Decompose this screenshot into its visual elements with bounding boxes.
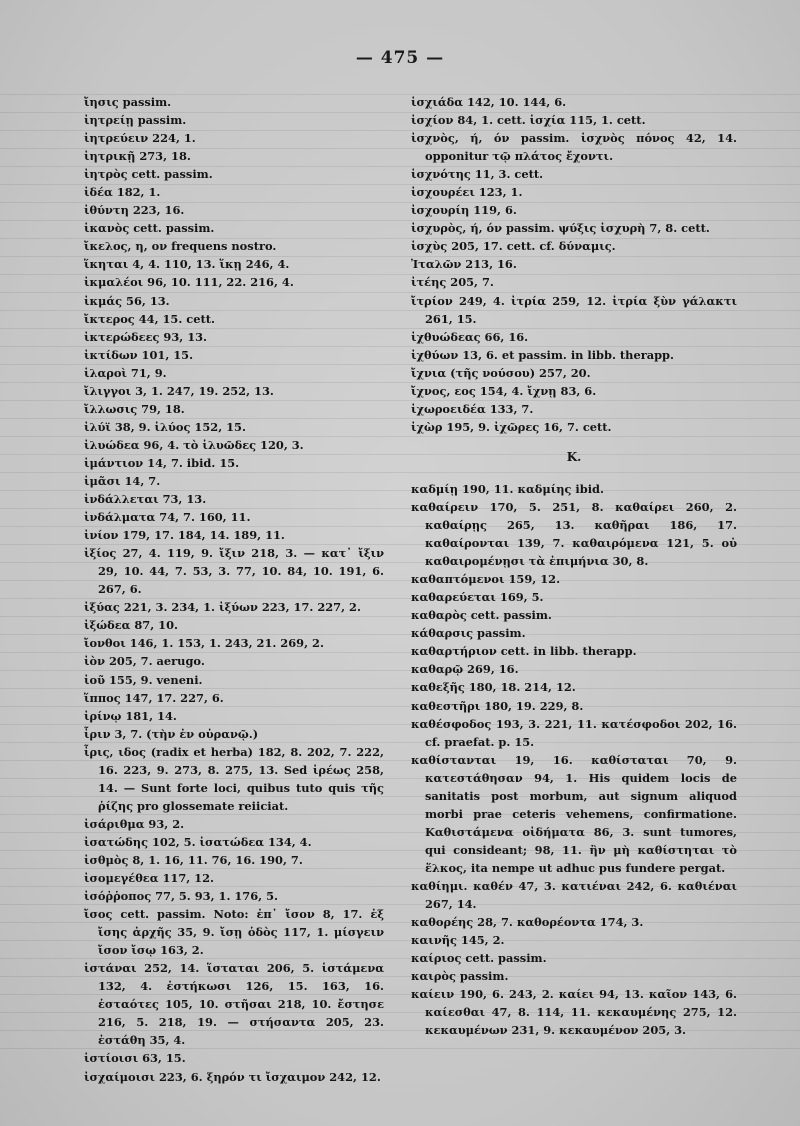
index-entry: ἰητρεύειν 224, 1. — [84, 131, 196, 146]
section-letter-k: K. — [566, 449, 582, 464]
index-entry: καινῆς 145, 2. — [411, 933, 505, 948]
index-entry: ἰχὼρ 195, 9. ἰχῶρες 16, 7. cett. — [411, 419, 612, 434]
index-entry: ἰξώδεα 87, 10. — [84, 618, 178, 633]
index-entry: ἰσχὺς 205, 17. cett. cf. δύναμις. — [411, 239, 616, 254]
index-entry: ἶριν 3, 7. (τὴν ἐν οὐρανῷ.) — [84, 726, 259, 741]
index-entry: καδμίῃ 190, 11. καδμίης ibid. — [411, 481, 604, 496]
index-entry: καθεστῆρι 180, 19. 229, 8. — [411, 698, 584, 713]
index-entries-k — [411, 480, 737, 1039]
index-entry: καθεξῆς 180, 18. 214, 12. — [411, 680, 576, 695]
index-entry: καθαπτόμενοι 159, 12. — [411, 572, 561, 587]
index-entry: ἰτέης 205, 7. — [411, 275, 494, 290]
index-entry: ἰσχνότης 11, 3. cett. — [411, 167, 544, 182]
index-entry: ἰρίνῳ 181, 14. — [84, 708, 177, 723]
index-column-right — [411, 93, 737, 1039]
index-entry: ἰσάριθμα 93, 2. — [84, 816, 185, 831]
index-entry: ἰκμαλέοι 96, 10. 111, 22. 216, 4. — [84, 275, 294, 290]
index-entry: ἱμάντιον 14, 7. ibid. 15. — [84, 455, 240, 470]
index-entry: Ἰταλῶν 213, 16. — [411, 257, 517, 272]
index-entry: ἰσομεγέθεα 117, 12. — [84, 871, 214, 886]
index-entry: καθαρὸς cett. passim. — [411, 608, 552, 623]
index-entry: ἴτρίον 249, 4. ἰτρία 259, 12. ἰτρία ξὺν γάλακτι 261, 15. — [411, 293, 737, 326]
index-entry: ἰσατώδης 102, 5. ἰσατώδεα 134, 4. — [84, 834, 312, 849]
index-entry: ἰλύϊ 38, 9. ἰλύος 152, 15. — [84, 419, 246, 434]
index-entry: κάθαρσις passim. — [411, 626, 526, 641]
index-entry: καθέσφοδος 193, 3. 221, 11. κατέσφοδοι 202, 16. cf. praefat. p. 15. — [411, 716, 737, 749]
index-entry: ἱστάναι 252, 14. ἵσταται 206, 5. ἱστάμενα 132, 4. ἑστήκωσι 126, 15. 163, 16. ἑσταότες 105, 10. στῆσαι 218, 10. ἔστησε 216, 5. 218, 19. — στήσαντα 205, 23. ἐστάθη 35, 4. — [84, 961, 384, 1048]
index-entry: ἰλυώδεα 96, 4. τὸ ἰλυῶδες 120, 3. — [84, 437, 304, 452]
index-entry: καθαρεύεται 169, 5. — [411, 590, 544, 605]
index-entry: ἰσόῤῥοπος 77, 5. 93, 1. 176, 5. — [84, 889, 278, 904]
index-entry: ἴσος cett. passim. Noto: ἐπ᾽ ἴσον 8, 17. ἐξ ἴσης ἀρχῆς 35, 9. ἴσῃ ὁδὸς 117, 1. μίσγειν ἴσον ἴσῳ 163, 2. — [84, 907, 384, 958]
page-number: — 475 — — [355, 48, 445, 68]
index-entry: καθίστανται 19, 16. καθίσταται 70, 9. κατεστάθησαν 94, 1. His quidem locis de sanitatis post morbum, aut signum aliquod morbi prae ceteris vehemens, confirmatione. Καθιστάμενα οἰδήματα 86, 3. sunt tumores, qui consideant; 98, 11. ἢν μὴ καθίστηται τὸ ἕλκος, ita nempe ut adhuc pus fundere pergat. — [411, 752, 737, 875]
index-entry: ἰκτερώδεες 93, 13. — [84, 329, 208, 344]
index-entry: ἰχθύων 13, 6. et passim. in libb. therapp. — [411, 347, 674, 362]
index-entry: καθαίρειν 170, 5. 251, 8. καθαίρει 260, 2. καθαίρῃς 265, 13. καθῆραι 186, 17. καθαίρονται 139, 7. καθαιρόμενα 121, 5. οὐ καθαιρομένῃσι τὰ ἐπιμήνια 30, 8. — [411, 499, 737, 569]
index-entry: ἱστίοισι 63, 15. — [84, 1051, 186, 1066]
index-entry: ἰσχουρέει 123, 1. — [411, 185, 523, 200]
index-entry: ἰνίον 179, 17. 184, 14. 189, 11. — [84, 528, 285, 543]
index-entry: ἰσχουρίη 119, 6. — [411, 203, 517, 218]
index-entry: καθορέης 28, 7. καθορέοντα 174, 3. — [411, 915, 644, 930]
index-entries-i — [411, 93, 737, 436]
index-entry: ἴονθοι 146, 1. 153, 1. 243, 21. 269, 2. — [84, 636, 324, 651]
index-entry: ἰξίος 27, 4. 119, 9. ἴξιν 218, 3. — κατ᾽ ἴξιν 29, 10. 44, 7. 53, 3. 77, 10. 84, 10. 191, 6. 267, 6. — [84, 546, 384, 597]
index-entry: ἶρις, ιδος (radix et herba) 182, 8. 202, 7. 222, 16. 223, 9. 273, 8. 275, 13. Sed ἱρέως 258, 14. — Sunt forte loci, quibus tuto quis τῆς ῥίζης pro glossemate reiiciat. — [84, 744, 384, 813]
index-entry: ἰθύντη 223, 16. — [84, 203, 185, 218]
index-entry: ἰκμάς 56, 13. — [84, 293, 170, 308]
index-entry: ἰχωροειδέα 133, 7. — [411, 401, 534, 416]
index-entry: ἱκανὸς cett. passim. — [84, 221, 215, 236]
index-column-left — [84, 93, 384, 1086]
index-entry: ἰχθυώδεας 66, 16. — [411, 329, 529, 344]
index-entry: καιρὸς passim. — [411, 969, 509, 984]
index-entry: ἰνδάλματα 74, 7. 160, 11. — [84, 510, 251, 525]
index-entry: ἰσθμὸς 8, 1. 16, 11. 76, 16. 190, 7. — [84, 852, 303, 867]
index-entry: ἱμᾶσι 14, 7. — [84, 473, 161, 488]
index-entry: ἰξύας 221, 3. 234, 1. ἰξύων 223, 17. 227, 2. — [84, 600, 361, 615]
index-entry: ἴκτερος 44, 15. cett. — [84, 311, 215, 326]
index-entry: καίειν 190, 6. 243, 2. καίει 94, 13. καῖον 143, 6. καίεσθαι 47, 8. 114, 11. κεκαυμένης 275, 12. κεκαυμένων 231, 9. κεκαυμένον 205, 3. — [411, 987, 737, 1038]
index-entry: ἰσχαίμοισι 223, 6. ξηρόν τι ἴσχαιμον 242, 12. — [84, 1069, 381, 1084]
index-entry: ἰοῦ 155, 9. veneni. — [84, 672, 203, 687]
index-entry: ἰκτίδων 101, 15. — [84, 347, 194, 362]
index-entry: ἰὸν 205, 7. aerugo. — [84, 654, 205, 669]
index-entry: ἰσχυρὸς, ή, όν passim. ψύξις ἰσχυρὴ 7, 8. cett. — [411, 221, 710, 236]
index-entry: ἴησις passim. — [84, 95, 172, 109]
index-entry: ἵκηται 4, 4. 110, 13. ἵκῃ 246, 4. — [84, 257, 290, 272]
index-entry: ἴλιγγοι 3, 1. 247, 19. 252, 13. — [84, 383, 274, 398]
index-entry: ἰητρείῃ passim. — [84, 113, 187, 128]
index-entry: καθαρτήριον cett. in libb. therapp. — [411, 644, 637, 659]
index-entry: ἰητρικῇ 273, 18. — [84, 149, 191, 164]
index-entry: ἴλλωσις 79, 18. — [84, 401, 185, 416]
index-entry: καθαρῷ 269, 16. — [411, 662, 519, 677]
index-entry: ἰσχιάδα 142, 10. 144, 6. — [411, 95, 567, 109]
index-entry: ἰσχνὸς, ή, όν passim. ἰσχνὸς πόνος 42, 14. opponitur τῷ πλάτος ἔχοντι. — [411, 131, 737, 164]
index-entry: ἴχνια (τῆς νούσου) 257, 20. — [411, 365, 591, 380]
index-entry: ἰσχίον 84, 1. cett. ἰσχία 115, 1. cett. — [411, 113, 646, 128]
index-entry: καίριος cett. passim. — [411, 951, 547, 966]
index-entry: καθίημι. καθέν 47, 3. κατιέναι 242, 6. καθιέναι 267, 14. — [411, 878, 737, 912]
index-entry: ἱλαροὶ 71, 9. — [84, 365, 167, 380]
index-entry: ἰητρὸς cett. passim. — [84, 167, 213, 182]
index-entry: ἰνδάλλεται 73, 13. — [84, 492, 207, 507]
index-entry: ἴκελος, η, ον frequens nostro. — [84, 239, 277, 254]
index-entry: ἵππος 147, 17. 227, 6. — [84, 690, 224, 705]
index-entry: ἴχνος, εος 154, 4. ἴχνῃ 83, 6. — [411, 383, 597, 398]
index-entry: ἰδέα 182, 1. — [84, 185, 161, 200]
